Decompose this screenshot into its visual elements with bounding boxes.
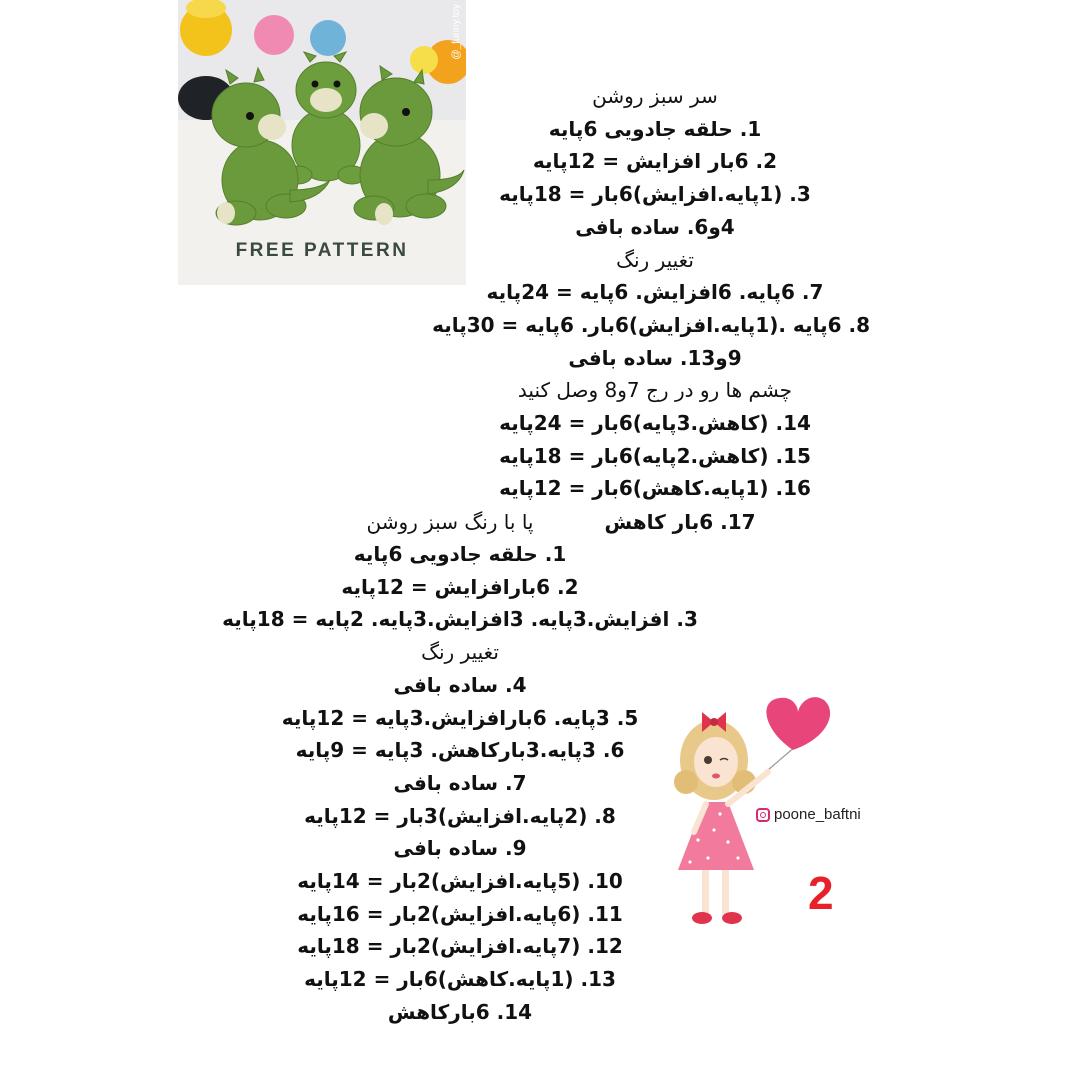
- legs-row-14: 14. 6بارکاهش: [387, 999, 533, 1024]
- head-title: سر سبز روشن: [592, 84, 718, 108]
- legs-color-change: تغییر رنگ: [421, 640, 499, 665]
- head-row-16: 16. (1پایه.کاهش)6بار = 12پایه: [499, 476, 811, 501]
- head-eyes-note: چشم ها رو در رج 7و8 وصل کنید: [517, 378, 793, 403]
- page-number: 2: [808, 867, 834, 919]
- instagram-icon: [756, 808, 770, 822]
- legs-row-10: 10. (5پایه.افزایش)2بار = 14پایه: [297, 869, 623, 894]
- head-row-8: 8. 6پایه .(1پایه.افزایش)6بار. 6پایه = 30پایه: [432, 312, 870, 337]
- head-color-change: تغییر رنگ: [616, 247, 694, 272]
- head-row-1: 1. حلقه جادویی 6پایه: [548, 116, 762, 141]
- legs-row-9: 9. ساده بافی: [393, 836, 527, 861]
- legs-pattern: [200, 538, 720, 1029]
- head-row-7: 7. 6پایه. 6افزایش. 6پایه = 24پایه: [486, 280, 824, 305]
- legs-row-12: 12. (7پایه.افزایش)2بار = 18پایه: [297, 934, 623, 959]
- head-row-9: 9و13. ساده بافی: [568, 345, 742, 370]
- head-row-4: 4و6. ساده بافی: [575, 214, 735, 239]
- legs-row-8: 8. (2پایه.افزایش)3بار = 12پایه: [304, 803, 616, 828]
- legs-row-13: 13. (1پایه.کاهش)6بار = 12پایه: [304, 967, 616, 992]
- legs-row-1: 1. حلقه جادویی 6پایه: [353, 542, 567, 566]
- legs-row-6: 6. 3پایه.3بارکاهش. 3پایه = 9پایه: [295, 738, 625, 763]
- instagram-credit: [756, 806, 861, 823]
- head-row-2: 2. 6بار افزایش = 12پایه: [532, 149, 778, 174]
- head-row-15: 15. (کاهش.2پایه)6بار = 18پایه: [499, 443, 811, 468]
- legs-row-5: 5. 3پایه. 6بارافزایش.3پایه = 12پایه: [281, 705, 639, 730]
- instagram-handle: poone_baftni: [774, 806, 861, 823]
- head-row-17: 17. 6بار کاهش: [604, 510, 756, 534]
- head-pattern: [432, 80, 870, 505]
- head-row-3: 3. (1پایه.افزایش)6بار = 18پایه: [499, 182, 811, 207]
- legs-row-2: 2. 6بارافزایش = 12پایه: [341, 574, 579, 599]
- photo-watermark: @_funny.toy: [451, 4, 462, 60]
- legs-row-4: 4. ساده بافی: [393, 672, 527, 697]
- legs-title: پا با رنگ سبز روشن: [366, 510, 534, 534]
- legs-row-7: 7. ساده بافی: [393, 770, 527, 795]
- pattern-photo: [178, 0, 466, 285]
- head-row-14: 14. (کاهش.3پایه)6بار = 24پایه: [499, 411, 811, 436]
- legs-row-3: 3. افزایش.3پایه. 3افزایش.3پایه. 2پایه = 18پایه: [222, 607, 698, 632]
- free-pattern-caption: FREE PATTERN: [235, 240, 409, 261]
- legs-row-11: 11. (6پایه.افزایش)2بار = 16پایه: [297, 901, 623, 926]
